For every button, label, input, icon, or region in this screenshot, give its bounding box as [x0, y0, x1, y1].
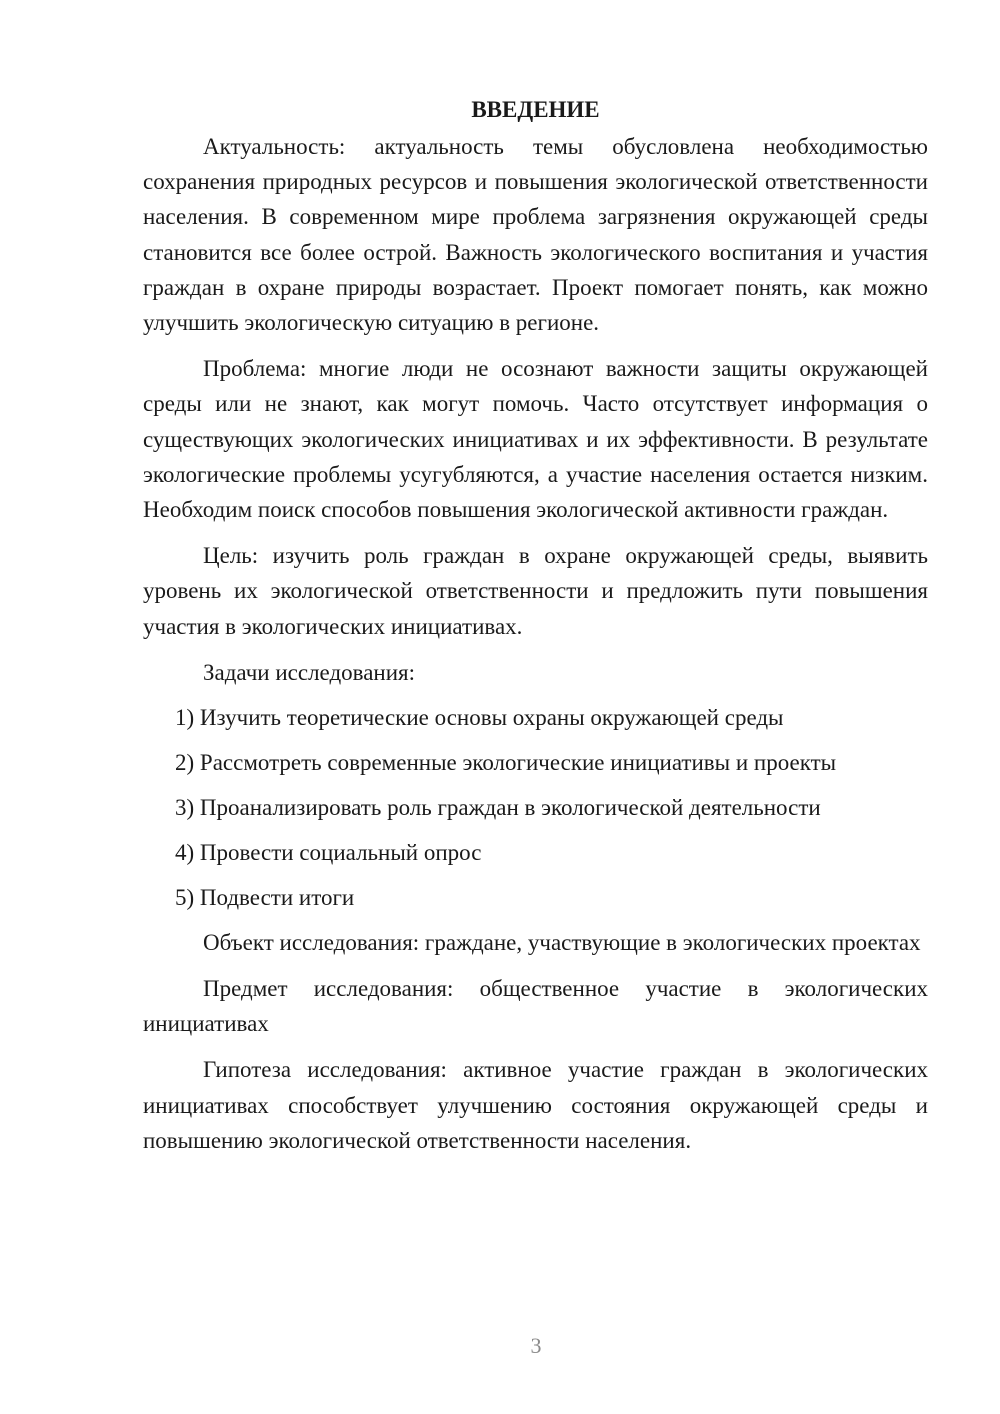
subject-paragraph: Предмет исследования: общественное участие в экологических инициативах: [143, 976, 928, 1037]
document-page: [143, 92, 928, 1169]
tasks-heading: Задачи исследования:: [203, 659, 416, 685]
problem-paragraph: Проблема: многие люди не осознают важности защиты окружающей среды или не знают, как могут помочь. Часто отсутствует информация о существующих экологических инициативах и их эффективности. В результате экологические проблемы усугубляются, а участие населения остается низким. Необходим поиск способов повышения экологической активности граждан.: [143, 356, 928, 523]
list-item: 4) Провести социальный опрос: [175, 839, 482, 865]
page-number: 3: [530, 1333, 542, 1358]
goal-paragraph: Цель: изучить роль граждан в охране окружающей среды, выявить уровень их экологической ответственности и предложить пути повышения участия в экологических инициативах.: [143, 543, 928, 639]
list-item: 3) Проанализировать роль граждан в экологической деятельности: [175, 794, 821, 820]
page-title: ВВЕДЕНИЕ: [471, 97, 600, 122]
list-item: 1) Изучить теоретические основы охраны окружающей среды: [175, 704, 784, 730]
hypothesis-paragraph: Гипотеза исследования: активное участие граждан в экологических инициативах способствует улучшению состояния окружающей среды и повышению экологической ответственности населения.: [143, 1057, 928, 1153]
relevance-paragraph: Актуальность: актуальность темы обусловлена необходимостью сохранения природных ресурсов и повышения экологической ответственности населения. В современном мире проблема загрязнения окружающей среды становится все более острой. Важность экологического воспитания и участия граждан в охране природы возрастает. Проект помогает понять, как можно улучшить экологическую ситуацию в регионе.: [143, 134, 928, 336]
list-item: 2) Рассмотреть современные экологические инициативы и проекты: [175, 749, 837, 775]
list-item: 5) Подвести итоги: [175, 884, 355, 910]
object-paragraph: Объект исследования: граждане, участвующие в экологических проектах: [203, 929, 921, 955]
tasks-list: [143, 700, 928, 915]
